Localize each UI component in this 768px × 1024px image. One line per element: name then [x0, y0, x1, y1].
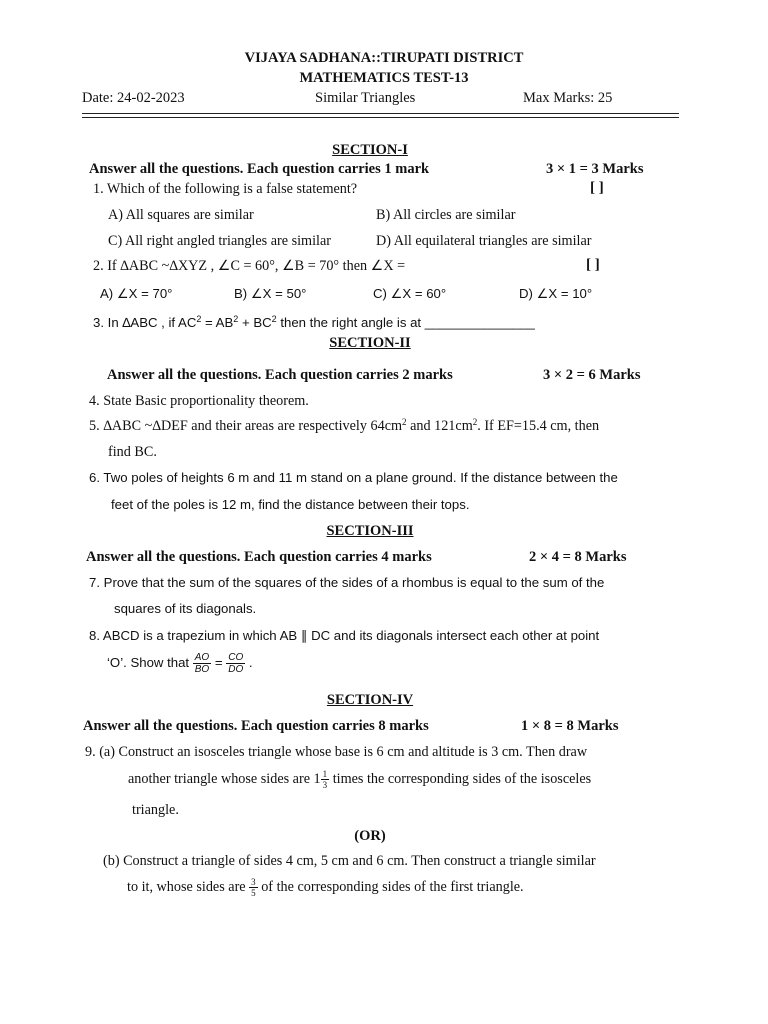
fraction-co-do	[226, 652, 245, 675]
section-3-marks: 2 × 4 = 8 Marks	[529, 549, 627, 565]
fraction-three-fifths-den: 5	[251, 888, 256, 898]
q1-option-a: A) All squares are similar	[108, 207, 254, 223]
q5-part-3: . If EF=15.4 cm, then	[477, 418, 600, 434]
question-2: 2. If ∆ABC ~∆XYZ , ∠C = 60°, ∠B = 70° then ∠X =	[93, 258, 406, 274]
section-3-title: SECTION-III	[326, 523, 414, 539]
question-9b: (b) Construct a triangle of sides 4 cm, 5 cm and 6 cm. Then construct a triangle similar	[103, 853, 596, 869]
question-9a-continued	[128, 769, 591, 790]
q9b-part-2: of the corresponding sides of the first triangle.	[257, 878, 524, 895]
q5-exp-1: 2	[402, 417, 407, 427]
section-1-marks: 3 × 1 = 3 Marks	[546, 161, 644, 177]
section-3-instruction: Answer all the questions. Each question carries 4 marks	[86, 549, 432, 565]
q1-option-c: C) All right angled triangles are similar	[108, 233, 332, 249]
fraction-one-third-den: 3	[322, 780, 328, 790]
q5-exp-2: 2	[472, 417, 478, 427]
q1-option-d: D) All equilateral triangles are similar	[376, 233, 592, 249]
fraction-three-fifths-num: 3	[251, 877, 256, 887]
q3-exp-2: 2	[233, 314, 239, 324]
section-2-title: SECTION-II	[329, 335, 411, 351]
section-1-title: SECTION-I	[332, 142, 408, 158]
answer-bracket-2: [ ]	[586, 257, 600, 273]
fraction-three-fifths	[249, 877, 258, 898]
q2-option-c: C) ∠X = 60°	[373, 286, 447, 301]
q8-equals: =	[211, 654, 227, 670]
question-7-continued: squares of its diagonals.	[114, 601, 257, 616]
question-9a: 9. (a) Construct an isosceles triangle whose base is 6 cm and altitude is 3 cm. Then draw	[85, 744, 588, 760]
q8-show-that: ‘O’. Show that	[107, 654, 193, 670]
fraction-do: DO	[228, 664, 244, 675]
q9a-part-1: another triangle whose sides are 1	[128, 770, 321, 787]
question-9a-end: triangle.	[132, 802, 179, 818]
q3-exp-1: 2	[196, 314, 202, 324]
section-2-instruction: Answer all the questions. Each question carries 2 marks	[107, 367, 453, 383]
question-6: 6. Two poles of heights 6 m and 11 m stand on a plane ground. If the distance between the	[89, 470, 618, 485]
q5-part-1: 5. ∆ABC ~∆DEF and their areas are respectively 64cm	[89, 418, 403, 434]
fraction-one-third-num: 1	[322, 769, 328, 779]
q1-option-b: B) All circles are similar	[376, 207, 516, 223]
fraction-bo: BO	[194, 664, 210, 675]
q8-period: .	[245, 654, 253, 670]
header-rule-bottom	[82, 117, 679, 118]
header-rule-top	[82, 113, 679, 114]
test-date: Date: 24-02-2023	[82, 90, 185, 106]
question-8-continued	[107, 652, 253, 675]
q9a-part-2: times the corresponding sides of the isosceles	[329, 770, 592, 787]
section-1-instruction: Answer all the questions. Each question carries 1 mark	[89, 161, 430, 177]
section-4-title: SECTION-IV	[326, 692, 414, 708]
q3-part-2: = AB	[201, 315, 234, 330]
school-name: VIJAYA SADHANA::TIRUPATI DISTRICT	[244, 50, 524, 66]
fraction-ao: AO	[194, 652, 210, 663]
question-9b-continued	[127, 877, 524, 898]
question-4: 4. State Basic proportionality theorem.	[89, 393, 309, 409]
q2-option-a: A) ∠X = 70°	[100, 286, 173, 301]
question-5-continued: find BC.	[108, 444, 157, 460]
section-4-instruction: Answer all the questions. Each question carries 8 marks	[83, 718, 429, 734]
fraction-co: CO	[228, 652, 244, 663]
q3-exp-3: 2	[271, 314, 277, 324]
q5-part-2: and 121cm	[406, 418, 473, 434]
q9b-part-1: to it, whose sides are	[127, 878, 250, 895]
q2-option-d: D) ∠X = 10°	[519, 286, 593, 301]
section-4-marks: 1 × 8 = 8 Marks	[521, 718, 619, 734]
section-2-marks: 3 × 2 = 6 Marks	[543, 367, 641, 383]
question-6-continued: feet of the poles is 12 m, find the distance between their tops.	[111, 497, 470, 512]
test-topic: Similar Triangles	[315, 90, 416, 106]
question-1: 1. Which of the following is a false statement?	[93, 181, 358, 197]
fraction-ao-bo	[193, 652, 211, 675]
or-separator: (OR)	[354, 828, 386, 844]
q3-part-4: then the right angle is at _______________	[276, 315, 535, 330]
q2-option-b: B) ∠X = 50°	[234, 286, 307, 301]
question-5	[89, 418, 599, 435]
q3-part-1: 3. In ∆ABC , if AC	[93, 315, 197, 330]
question-8: 8. ABCD is a trapezium in which AB ∥ DC and its diagonals intersect each other at point	[89, 628, 600, 643]
q3-part-3: + BC	[238, 315, 272, 330]
answer-bracket-1: [ ]	[590, 180, 604, 196]
test-title: MATHEMATICS TEST-13	[299, 70, 469, 86]
question-7: 7. Prove that the sum of the squares of the sides of a rhombus is equal to the sum of the	[89, 575, 605, 590]
max-marks: Max Marks: 25	[523, 90, 613, 106]
question-3	[93, 315, 535, 330]
fraction-one-third	[321, 769, 330, 790]
